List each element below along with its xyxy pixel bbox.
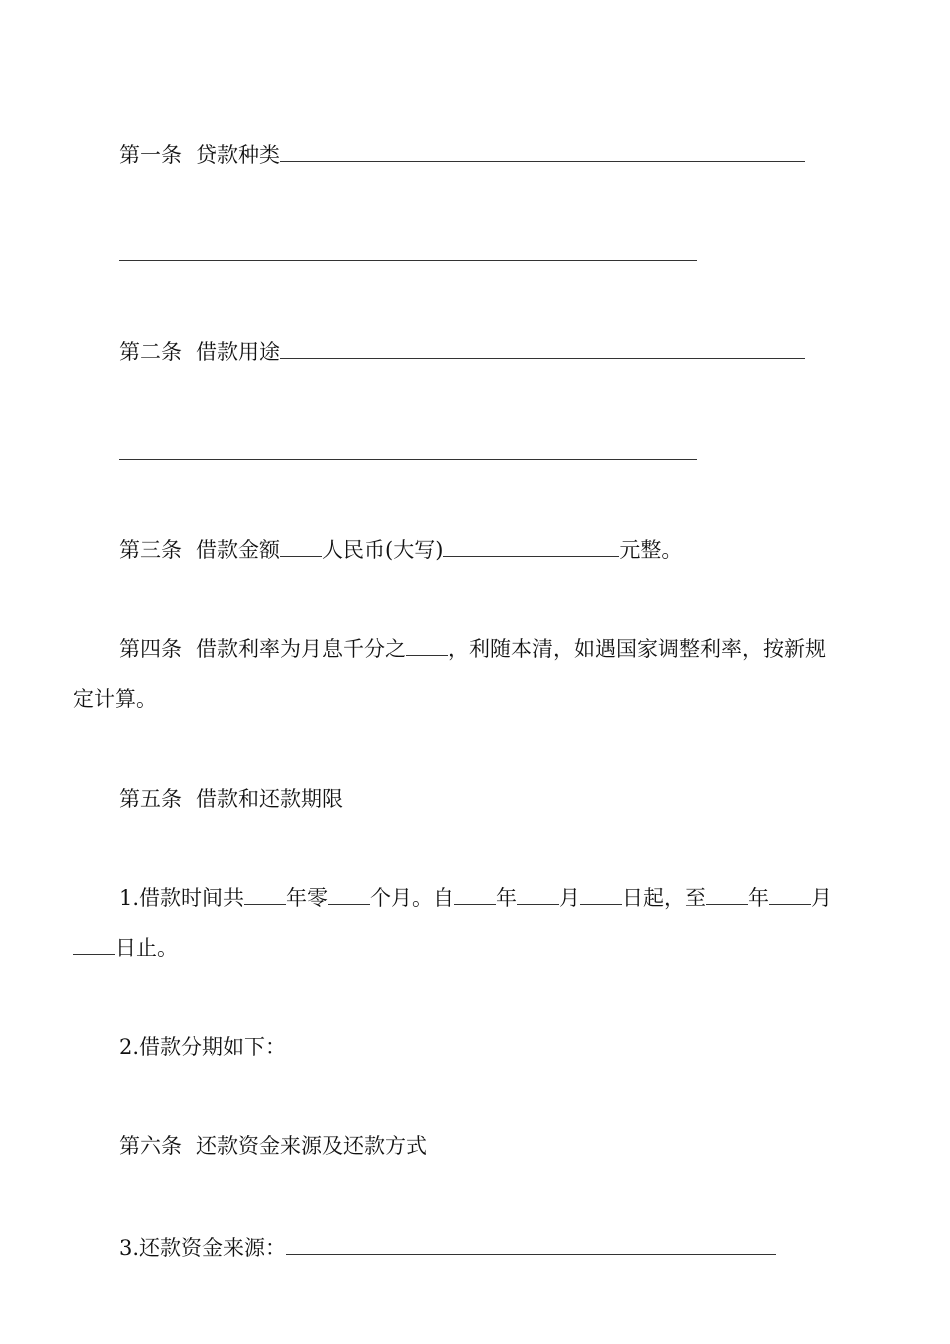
article-6-title: 还款资金来源及还款方式 [196,1134,427,1158]
end-year-label: 年 [748,886,770,910]
amount-capital-blank[interactable] [443,538,619,557]
loan-purpose-blank[interactable] [280,340,805,359]
item-2: 2.借款分期如下： [119,1035,287,1059]
loan-purpose-continuation-blank[interactable] [119,459,697,460]
end-day-label: 日止。 [115,936,178,960]
article-3-title: 借款金额 [196,538,280,562]
start-month-blank[interactable] [517,886,559,905]
amount-blank-short[interactable] [280,538,322,557]
article-4 [119,637,826,661]
loan-type-continuation-blank[interactable] [119,260,697,261]
article-3 [119,538,682,562]
rmb-label: 人民币(大写) [322,538,444,562]
article-6-label: 第六条 [119,1134,182,1158]
item-1-prefix: 1.借款时间共 [119,886,245,910]
article-2 [119,340,805,364]
loan-type-blank[interactable] [280,143,805,162]
item-3 [119,1236,776,1260]
item-1-year-label: 年零 [286,886,329,910]
months-blank[interactable] [328,886,370,905]
end-month-label: 月 [811,886,833,910]
article-1-label: 第一条 [119,143,182,167]
start-month-label: 月 [559,886,581,910]
article-4-line-2: 定计算。 [73,687,157,711]
article-5-label: 第五条 [119,787,182,811]
article-1 [119,143,805,167]
item-3-text: 3.还款资金来源： [119,1236,287,1260]
article-4-label: 第四条 [119,637,182,661]
repayment-source-blank[interactable] [286,1236,776,1255]
interest-rate-blank[interactable] [406,637,448,656]
article-2-label: 第二条 [119,340,182,364]
item-1 [119,886,832,910]
article-5-title: 借款和还款期限 [196,787,343,811]
article-2-title: 借款用途 [196,340,280,364]
article-1-title: 贷款种类 [196,143,280,167]
article-4-text: 借款利率为月息千分之 [196,637,406,661]
end-day-blank[interactable] [73,936,115,955]
end-year-blank[interactable] [706,886,748,905]
article-3-label: 第三条 [119,538,182,562]
article-6 [119,1134,427,1158]
end-month-blank[interactable] [769,886,811,905]
item-1-month-label: 个月。自 [370,886,455,910]
article-5 [119,787,343,811]
article-4-text-after: ，利随本清，如遇国家调整利率，按新规 [448,637,826,661]
start-year-blank[interactable] [454,886,496,905]
start-day-label: 日起，至 [622,886,707,910]
years-blank[interactable] [244,886,286,905]
item-1-line-2 [73,936,178,960]
amount-suffix: 元整。 [619,538,683,562]
start-year-label: 年 [496,886,518,910]
start-day-blank[interactable] [580,886,622,905]
